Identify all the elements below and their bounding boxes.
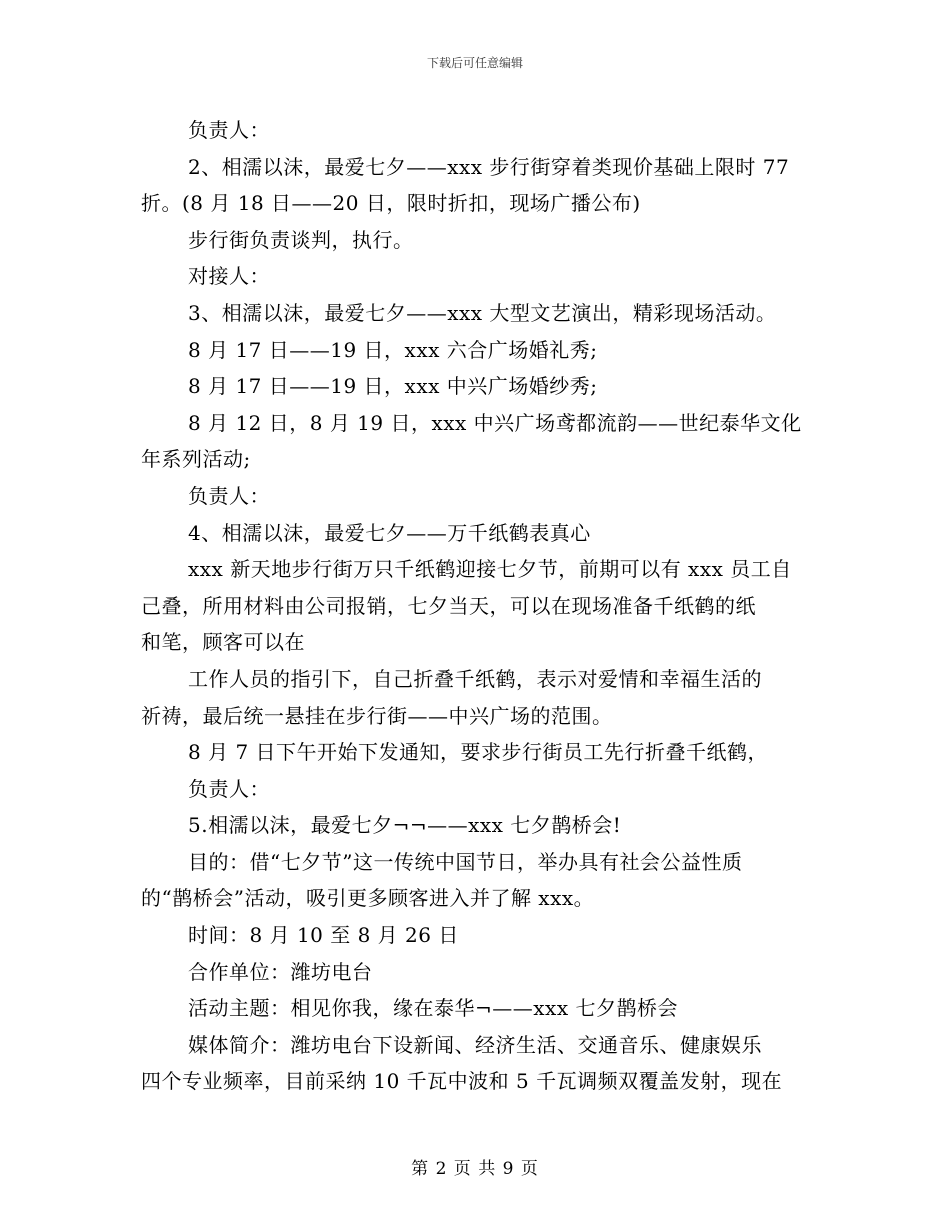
text-line: 负责人： — [188, 776, 270, 801]
document-body — [141, 112, 811, 1100]
page-footer: 第 2 页 共 9 页 — [411, 1159, 539, 1179]
text-line: 8 月 17 日——19 日，xxx 六合广场婚礼秀; — [188, 337, 598, 362]
text-line: 3、相濡以沫，最爱七夕——xxx 大型文艺演出，精彩现场活动。 — [188, 300, 777, 325]
text-line: 时间：8 月 10 至 8 月 26 日 — [188, 923, 459, 948]
text-line: 对接人： — [188, 264, 270, 289]
text-line: 步行街负责谈判，执行。 — [188, 227, 414, 252]
text-line: 工作人员的指引下，自己折叠千纸鹤，表示对爱情和幸福生活的 — [188, 666, 762, 691]
text-line: 5.相濡以沫，最爱七夕¬¬——xxx 七夕鹊桥会! — [188, 813, 622, 838]
text-line: 8 月 17 日——19 日，xxx 中兴广场婚纱秀; — [188, 374, 598, 399]
page-header: 下载后可任意编辑 — [426, 56, 523, 70]
text-line: xxx 新天地步行街万只千纸鹤迎接七夕节，前期可以有 xxx 员工自 — [188, 557, 792, 582]
text-line: 的“鹊桥会”活动，吸引更多顾客进入并了解 xxx。 — [141, 886, 595, 911]
text-line: 目的：借“七夕节”这一传统中国节日，举办具有社会公益性质 — [188, 849, 743, 874]
text-line: 祈祷，最后统一悬挂在步行街——中兴广场的范围。 — [141, 703, 613, 728]
text-line: 四个专业频率，目前采纳 10 千瓦中波和 5 千瓦调频双覆盖发射，现在 — [141, 1069, 783, 1094]
text-line: 活动主题：相见你我，缘在泰华¬——xxx 七夕鹊桥会 — [188, 996, 678, 1021]
text-line: 8 月 7 日下午开始下发通知，要求步行街员工先行折叠千纸鹤， — [188, 740, 769, 765]
text-line: 年系列活动; — [141, 447, 251, 472]
text-line: 负责人： — [188, 118, 270, 142]
text-line: 合作单位：潍坊电台 — [188, 959, 373, 984]
text-line: 己叠，所用材料由公司报销，七夕当天，可以在现场准备千纸鹤的纸 — [141, 593, 756, 618]
text-line: 媒体简介：潍坊电台下设新闻、经济生活、交通音乐、健康娱乐 — [188, 1032, 762, 1057]
text-line: 2、相濡以沫，最爱七夕——xxx 步行街穿着类现价基础上限时 77 — [188, 154, 790, 179]
text-line: 4、相濡以沫，最爱七夕——万千纸鹤表真心 — [188, 520, 591, 545]
text-line: 和笔，顾客可以在 — [141, 630, 305, 655]
text-line: 折。(8 月 18 日——20 日，限时折扣，现场广播公布) — [141, 191, 641, 216]
text-line: 负责人： — [188, 483, 270, 508]
text-line: 8 月 12 日，8 月 19 日，xxx 中兴广场鸢都流韵——世纪泰华文化 — [188, 410, 802, 435]
